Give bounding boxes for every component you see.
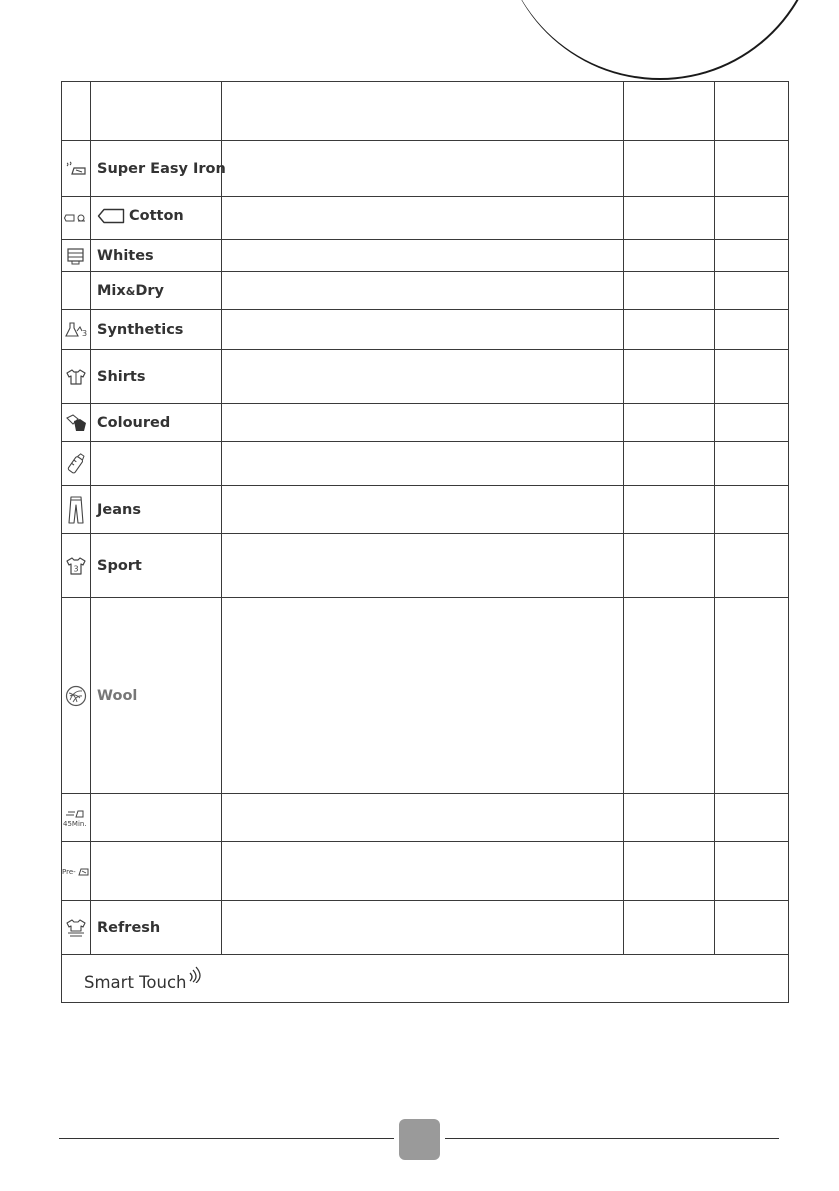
- jeans-icon: [67, 495, 85, 525]
- header-col-b-cell: [715, 82, 789, 141]
- cotton-icon: [64, 213, 88, 223]
- program-name: Shirts: [91, 350, 222, 404]
- header-description-cell: [222, 82, 624, 141]
- smart-touch-row: [62, 955, 789, 1003]
- table-row: [62, 404, 789, 442]
- table-row: [62, 197, 789, 240]
- footer-rule-left: [59, 1138, 394, 1139]
- wool-icon: [65, 685, 87, 707]
- table-row: [62, 240, 789, 272]
- footer-rule-right: [445, 1138, 779, 1139]
- table-row: [62, 350, 789, 404]
- program-name: Sport: [91, 534, 222, 598]
- cotton-tag-icon: [97, 208, 125, 224]
- table-row: [62, 842, 789, 901]
- header-col-a-cell: [624, 82, 715, 141]
- table-row: [62, 486, 789, 534]
- program-name: [91, 842, 222, 901]
- program-name: Whites: [91, 240, 222, 272]
- table-row: [62, 272, 789, 310]
- nfc-signal-icon: [188, 965, 204, 983]
- program-name: Cotton: [129, 208, 184, 224]
- table-row: [62, 310, 789, 350]
- whites-icon: [66, 247, 86, 265]
- program-name: Coloured: [91, 404, 222, 442]
- program-name: Jeans: [91, 486, 222, 534]
- svg-text:3: 3: [73, 564, 79, 573]
- pre-iron-icon: [62, 865, 90, 877]
- coloured-icon: [65, 414, 87, 432]
- header-icon-cell: [62, 82, 91, 141]
- sport-icon: [65, 556, 87, 576]
- svg-text:Pre-: Pre-: [62, 868, 76, 876]
- super-easy-iron-icon: [65, 161, 87, 177]
- program-name: [91, 442, 222, 486]
- program-name: Wool: [91, 598, 222, 794]
- header-program-cell: [91, 82, 222, 141]
- svg-text:45Min.: 45Min.: [63, 819, 87, 828]
- program-name: Refresh: [91, 901, 222, 955]
- refresh-icon: [65, 918, 87, 938]
- table-row: [62, 534, 789, 598]
- table-row: [62, 598, 789, 794]
- table-row: [62, 901, 789, 955]
- table-header-row: [62, 82, 789, 141]
- program-name: Mix&Dry: [91, 272, 222, 310]
- page-corner-arc: [500, 0, 820, 80]
- program-name: Synthetics: [91, 310, 222, 350]
- program-name: [91, 794, 222, 842]
- program-name: Super Easy Iron: [91, 141, 222, 197]
- table-row: [62, 794, 789, 842]
- synthetics-icon: [65, 321, 87, 339]
- table-row: [62, 141, 789, 197]
- baby-bottle-icon: [65, 451, 87, 477]
- programs-table: [61, 81, 789, 1003]
- page-number-badge: [399, 1119, 440, 1160]
- svg-text:3: 3: [82, 328, 87, 338]
- shirts-icon: [65, 368, 87, 386]
- smart-touch-label: Smart Touch: [84, 972, 187, 992]
- rapid-45-icon: [62, 808, 90, 828]
- table-row: [62, 442, 789, 486]
